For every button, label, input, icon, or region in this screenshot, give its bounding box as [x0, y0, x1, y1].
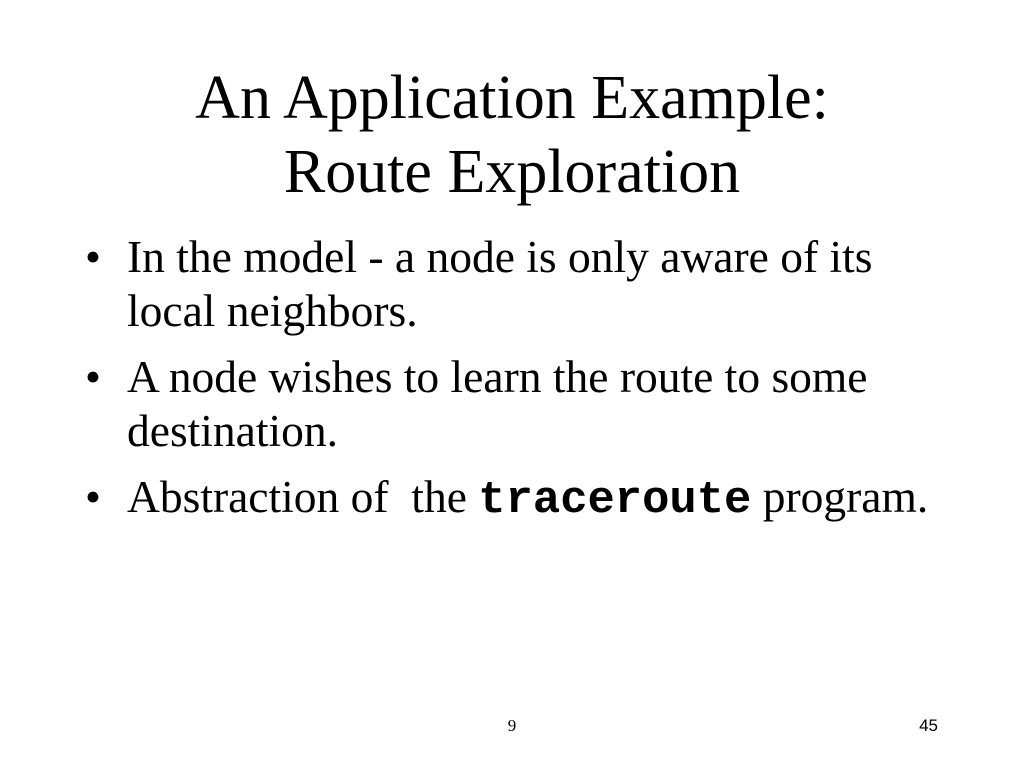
- bullet-dot-icon: •: [85, 231, 101, 282]
- bullet-item: [85, 470, 957, 527]
- bullet-text: A node wishes to learn the route to some destination.: [127, 351, 879, 456]
- slide-number: 45: [919, 716, 938, 735]
- bullet-item: [85, 230, 957, 338]
- bullet-list: [85, 230, 957, 527]
- bullet-text-suffix: program.: [751, 471, 929, 522]
- bullet-item: [85, 350, 957, 458]
- bullet-text: In the model - a node is only aware of its local neighbors.: [127, 231, 884, 336]
- bullet-dot-icon: •: [85, 351, 101, 402]
- bullet-text-prefix: Abstraction of the: [127, 471, 479, 522]
- footer-page-label: 9: [507, 716, 517, 735]
- bullet-dot-icon: •: [85, 471, 101, 522]
- slide-title: [0, 61, 1024, 209]
- slide-title-line-2: Route Exploration: [283, 138, 741, 206]
- code-term: traceroute: [478, 474, 752, 526]
- bullet-text: [127, 470, 957, 527]
- slide-title-line-1: An Application Example:: [195, 64, 829, 132]
